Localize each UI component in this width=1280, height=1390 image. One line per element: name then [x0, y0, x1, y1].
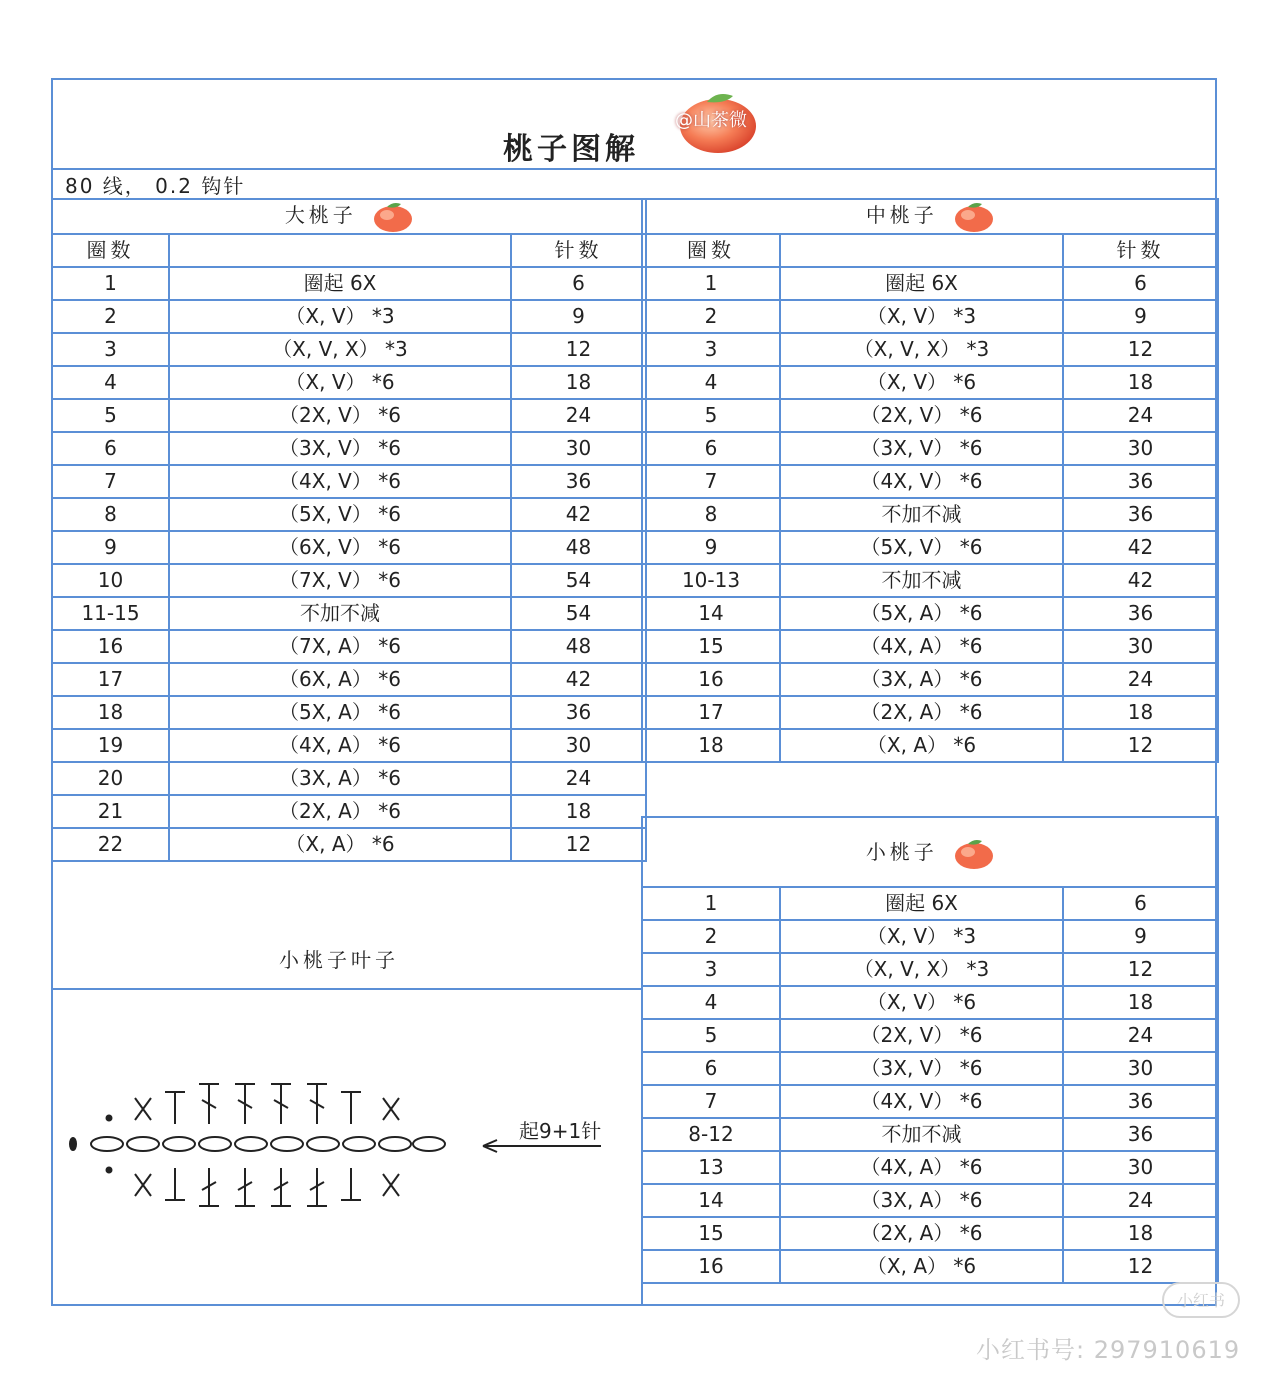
stitch-count-cell: 12 [1063, 953, 1218, 986]
round-cell: 16 [642, 663, 780, 696]
peach-icon [954, 201, 994, 233]
col-header-round: 圈数 [642, 234, 780, 267]
instruction-cell: （2X, A） *6 [169, 795, 511, 828]
instruction-cell: （3X, V） *6 [780, 1052, 1063, 1085]
medium-peach-table [641, 198, 1219, 763]
stitch-count-cell: 18 [511, 366, 646, 399]
table-row [52, 333, 646, 366]
table-row [642, 887, 1218, 920]
round-cell: 15 [642, 1217, 780, 1250]
stitch-count-cell: 6 [1063, 887, 1218, 920]
instruction-cell: （4X, A） *6 [780, 630, 1063, 663]
round-cell: 18 [642, 729, 780, 762]
big-peach-table [51, 198, 647, 862]
table-row [52, 432, 646, 465]
round-cell: 2 [642, 920, 780, 953]
round-cell: 7 [642, 1085, 780, 1118]
pattern-sheet [51, 78, 1217, 1306]
round-cell: 8 [52, 498, 169, 531]
round-cell: 14 [642, 1184, 780, 1217]
instruction-cell: 不加不减 [169, 597, 511, 630]
title-row [53, 80, 1215, 170]
round-cell: 16 [52, 630, 169, 663]
table-row [52, 498, 646, 531]
round-cell: 6 [52, 432, 169, 465]
instruction-cell: 圈起 6X [780, 887, 1063, 920]
medium-peach-header [642, 199, 1218, 234]
instruction-cell: （X, A） *6 [780, 1250, 1063, 1283]
stitch-count-cell: 24 [1063, 399, 1218, 432]
table-row [642, 1184, 1218, 1217]
table-row [642, 564, 1218, 597]
instruction-cell: 圈起 6X [169, 267, 511, 300]
instruction-cell: （2X, V） *6 [169, 399, 511, 432]
table-row [642, 1151, 1218, 1184]
instruction-cell: （4X, V） *6 [169, 465, 511, 498]
stitch-count-cell: 12 [511, 828, 646, 861]
table-row [642, 366, 1218, 399]
round-cell: 10 [52, 564, 169, 597]
instruction-cell: （5X, A） *6 [169, 696, 511, 729]
stitch-count-cell: 48 [511, 531, 646, 564]
round-cell: 10-13 [642, 564, 780, 597]
big-peach-header [52, 199, 646, 234]
leaf-title: 小桃子叶子 [279, 948, 399, 972]
table-row [52, 564, 646, 597]
stitch-count-cell: 6 [1063, 267, 1218, 300]
col-header-stitches: 针数 [511, 234, 646, 267]
round-cell: 11-15 [52, 597, 169, 630]
stitch-count-cell: 54 [511, 597, 646, 630]
stitch-count-cell: 24 [1063, 1019, 1218, 1052]
table-row [52, 597, 646, 630]
stitch-count-cell: 36 [511, 696, 646, 729]
stitch-count-cell: 18 [1063, 696, 1218, 729]
table-row [642, 300, 1218, 333]
leaf-start-label: 起9+1针 [519, 1119, 602, 1143]
round-cell: 6 [642, 432, 780, 465]
instruction-cell: （2X, V） *6 [780, 399, 1063, 432]
peach-icon [954, 838, 994, 870]
small-peach-table [641, 816, 1219, 1284]
instruction-cell: （X, V, X） *3 [780, 953, 1063, 986]
round-cell: 1 [642, 887, 780, 920]
instruction-cell: （5X, V） *6 [780, 531, 1063, 564]
stitch-count-cell: 36 [1063, 1118, 1218, 1151]
big-peach-label: 大桃子 [284, 203, 357, 227]
peach-icon [373, 201, 413, 233]
table-row [52, 828, 646, 861]
table-row [642, 432, 1218, 465]
table-row [642, 630, 1218, 663]
round-cell: 8-12 [642, 1118, 780, 1151]
instruction-cell: （5X, V） *6 [169, 498, 511, 531]
table-row [642, 953, 1218, 986]
instruction-cell: （3X, V） *6 [169, 432, 511, 465]
instruction-cell: （7X, V） *6 [169, 564, 511, 597]
instruction-cell: （X, V） *3 [780, 300, 1063, 333]
instruction-cell: （X, V） *6 [780, 986, 1063, 1019]
table-row [642, 986, 1218, 1019]
table-row [642, 498, 1218, 531]
round-cell: 7 [52, 465, 169, 498]
table-row [52, 366, 646, 399]
round-cell: 3 [52, 333, 169, 366]
stitch-count-cell: 24 [511, 399, 646, 432]
round-cell: 15 [642, 630, 780, 663]
round-cell: 22 [52, 828, 169, 861]
table-row [642, 696, 1218, 729]
stitch-count-cell: 12 [1063, 333, 1218, 366]
col-header-round: 圈数 [52, 234, 169, 267]
instruction-cell: （2X, V） *6 [780, 1019, 1063, 1052]
leaf-crochet-diagram [53, 990, 641, 1306]
instruction-cell: （X, V） *6 [169, 366, 511, 399]
stitch-count-cell: 9 [1063, 920, 1218, 953]
table-row [52, 399, 646, 432]
round-cell: 7 [642, 465, 780, 498]
instruction-cell: （X, V） *3 [780, 920, 1063, 953]
table-row [642, 399, 1218, 432]
table-row [642, 663, 1218, 696]
table-row [52, 531, 646, 564]
stitch-count-cell: 24 [1063, 663, 1218, 696]
stitch-count-cell: 30 [1063, 432, 1218, 465]
instruction-cell: （X, V） *3 [169, 300, 511, 333]
bottom-stitch-row [107, 1168, 400, 1207]
table-row [642, 465, 1218, 498]
stitch-count-cell: 36 [1063, 465, 1218, 498]
chain-row [70, 1137, 445, 1151]
stitch-count-cell: 42 [1063, 564, 1218, 597]
top-stitch-row [107, 1084, 400, 1124]
stitch-count-cell: 12 [1063, 1250, 1218, 1283]
round-cell: 14 [642, 597, 780, 630]
round-cell: 2 [642, 300, 780, 333]
stitch-count-cell: 36 [511, 465, 646, 498]
stitch-count-cell: 30 [511, 729, 646, 762]
stitch-count-cell: 30 [511, 432, 646, 465]
round-cell: 1 [642, 267, 780, 300]
instruction-cell: （2X, A） *6 [780, 696, 1063, 729]
round-cell: 9 [642, 531, 780, 564]
instruction-cell: （2X, A） *6 [780, 1217, 1063, 1250]
instruction-cell: （5X, A） *6 [780, 597, 1063, 630]
round-cell: 3 [642, 953, 780, 986]
stitch-count-cell: 30 [1063, 1052, 1218, 1085]
round-cell: 9 [52, 531, 169, 564]
stitch-count-cell: 12 [1063, 729, 1218, 762]
instruction-cell: 不加不减 [780, 1118, 1063, 1151]
round-cell: 4 [52, 366, 169, 399]
instruction-cell: （6X, V） *6 [169, 531, 511, 564]
instruction-cell: （3X, A） *6 [780, 1184, 1063, 1217]
stitch-count-cell: 30 [1063, 1151, 1218, 1184]
materials-text: 80 线， 0.2 钩针 [65, 174, 246, 198]
materials-row [53, 168, 1215, 200]
table-row [52, 696, 646, 729]
small-peach-header [642, 817, 1218, 887]
small-peach-label: 小桃子 [865, 840, 938, 864]
leaf-section-header [53, 920, 643, 990]
table-row [642, 1118, 1218, 1151]
table-row [52, 795, 646, 828]
page-title: 桃子图解 [503, 132, 639, 167]
stitch-count-cell: 18 [1063, 986, 1218, 1019]
round-cell: 8 [642, 498, 780, 531]
stitch-count-cell: 54 [511, 564, 646, 597]
stitch-count-cell: 9 [511, 300, 646, 333]
round-cell: 2 [52, 300, 169, 333]
table-row [52, 663, 646, 696]
medium-peach-label: 中桃子 [865, 203, 938, 227]
table-row [642, 1217, 1218, 1250]
instruction-cell: 不加不减 [780, 564, 1063, 597]
instruction-cell: （3X, A） *6 [169, 762, 511, 795]
round-cell: 17 [642, 696, 780, 729]
instruction-cell: （4X, V） *6 [780, 465, 1063, 498]
watermark-badge: 小红书 [1162, 1282, 1240, 1318]
table-row [52, 630, 646, 663]
round-cell: 19 [52, 729, 169, 762]
table-row [642, 267, 1218, 300]
instruction-cell: （4X, V） *6 [780, 1085, 1063, 1118]
table-row [642, 729, 1218, 762]
instruction-cell: （X, A） *6 [780, 729, 1063, 762]
round-cell: 21 [52, 795, 169, 828]
round-cell: 16 [642, 1250, 780, 1283]
stitch-count-cell: 18 [1063, 1217, 1218, 1250]
stitch-count-cell: 12 [511, 333, 646, 366]
table-row [642, 1052, 1218, 1085]
table-row [52, 267, 646, 300]
table-row [642, 1019, 1218, 1052]
round-cell: 18 [52, 696, 169, 729]
stitch-count-cell: 24 [1063, 1184, 1218, 1217]
table-row [642, 920, 1218, 953]
table-row [52, 465, 646, 498]
col-header-stitches: 针数 [1063, 234, 1218, 267]
stitch-count-cell: 18 [1063, 366, 1218, 399]
instruction-cell: （3X, A） *6 [780, 663, 1063, 696]
round-cell: 5 [52, 399, 169, 432]
instruction-cell: （6X, A） *6 [169, 663, 511, 696]
col-header-instruction [780, 234, 1063, 267]
stitch-count-cell: 36 [1063, 498, 1218, 531]
col-header-instruction [169, 234, 511, 267]
table-row [52, 300, 646, 333]
watermark-author: @山茶微 [675, 110, 747, 131]
round-cell: 4 [642, 986, 780, 1019]
table-row [52, 762, 646, 795]
stitch-count-cell: 30 [1063, 630, 1218, 663]
round-cell: 1 [52, 267, 169, 300]
watermark-id: 小红书号: 297910619 [976, 1336, 1241, 1364]
instruction-cell: 圈起 6X [780, 267, 1063, 300]
round-cell: 13 [642, 1151, 780, 1184]
stitch-count-cell: 18 [511, 795, 646, 828]
table-row [642, 1250, 1218, 1283]
table-row [642, 333, 1218, 366]
stitch-count-cell: 36 [1063, 597, 1218, 630]
table-row [642, 597, 1218, 630]
round-cell: 6 [642, 1052, 780, 1085]
instruction-cell: （4X, A） *6 [780, 1151, 1063, 1184]
instruction-cell: （3X, V） *6 [780, 432, 1063, 465]
instruction-cell: （X, V） *6 [780, 366, 1063, 399]
instruction-cell: （X, A） *6 [169, 828, 511, 861]
instruction-cell: （4X, A） *6 [169, 729, 511, 762]
round-cell: 5 [642, 1019, 780, 1052]
table-row [52, 729, 646, 762]
stitch-count-cell: 48 [511, 630, 646, 663]
table-row [642, 1085, 1218, 1118]
leaf-diagram-area [53, 990, 643, 1306]
stitch-count-cell: 6 [511, 267, 646, 300]
round-cell: 3 [642, 333, 780, 366]
stitch-count-cell: 42 [511, 663, 646, 696]
stitch-count-cell: 24 [511, 762, 646, 795]
stitch-count-cell: 36 [1063, 1085, 1218, 1118]
instruction-cell: （X, V, X） *3 [169, 333, 511, 366]
instruction-cell: （X, V, X） *3 [780, 333, 1063, 366]
instruction-cell: （7X, A） *6 [169, 630, 511, 663]
round-cell: 17 [52, 663, 169, 696]
stitch-count-cell: 42 [1063, 531, 1218, 564]
instruction-cell: 不加不减 [780, 498, 1063, 531]
table-row [642, 531, 1218, 564]
round-cell: 20 [52, 762, 169, 795]
stitch-count-cell: 42 [511, 498, 646, 531]
round-cell: 4 [642, 366, 780, 399]
stitch-count-cell: 9 [1063, 300, 1218, 333]
round-cell: 5 [642, 399, 780, 432]
